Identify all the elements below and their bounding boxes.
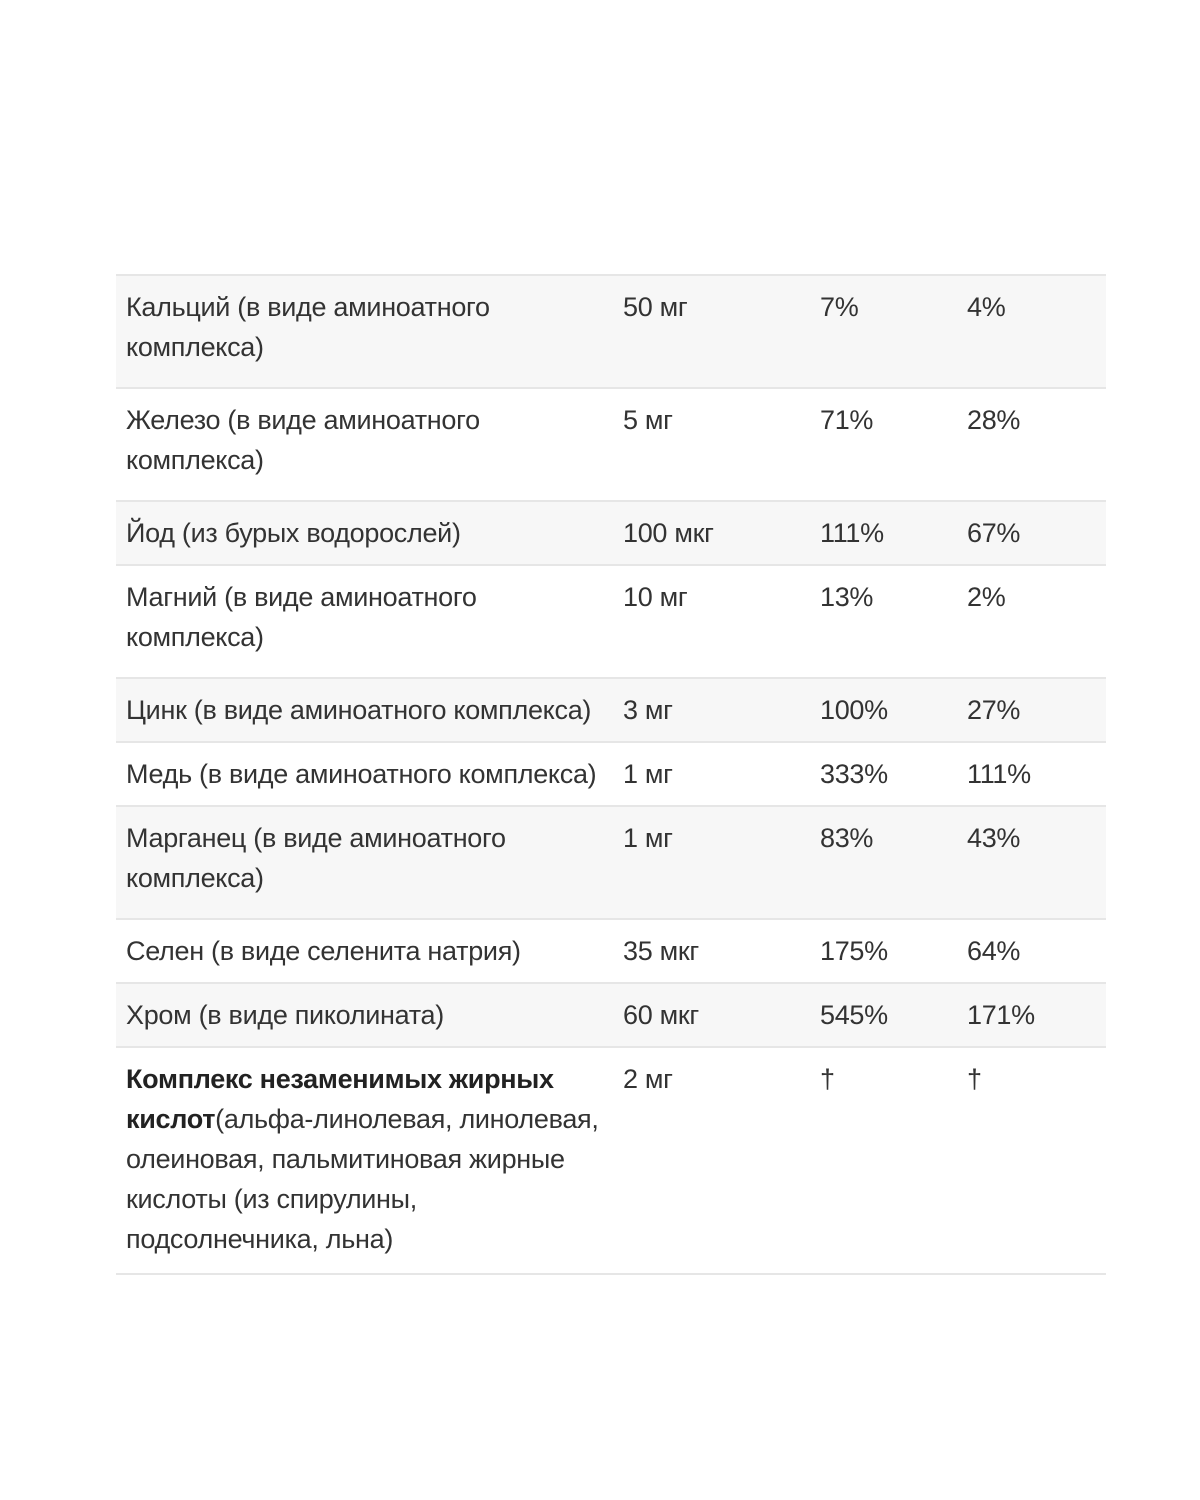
nutrient-amount: 60 мкг [623,1000,699,1030]
nutrient-name: Магний (в виде аминоатного комплекса) [126,582,477,652]
nutrient-percent-2: 28% [967,405,1021,435]
nutrient-name: Железо (в виде аминоатного комплекса) [126,405,480,475]
nutrient-name: Цинк (в виде аминоатного комплекса) [126,695,592,725]
nutrient-amount: 50 мг [623,292,688,322]
nutrient-percent-1: 175% [820,936,888,966]
table-row [116,919,1106,983]
nutrient-amount: 10 мг [623,582,688,612]
nutrient-name: Йод (из бурых водорослей) [126,518,461,548]
nutrient-percent-2: 67% [967,518,1021,548]
nutrient-percent-1: 83% [820,823,874,853]
nutrient-name: Хром (в виде пиколината) [126,1000,444,1030]
nutrient-name: Медь (в виде аминоатного комплекса) [126,759,597,789]
table-row [116,275,1106,388]
nutrient-percent-1: 333% [820,759,888,789]
nutrient-amount: 1 мг [623,823,673,853]
nutrient-amount: 2 мг [623,1064,673,1094]
nutrient-percent-2: 4% [967,292,1006,322]
nutrient-name [116,1047,613,1274]
nutrient-percent-2: 64% [967,936,1021,966]
nutrient-name: Кальций (в виде аминоатного комплекса) [126,292,490,362]
table-row [116,1047,1106,1274]
nutrient-amount: 3 мг [623,695,673,725]
nutrient-percent-2: 43% [967,823,1021,853]
nutrient-percent-2: 171% [967,1000,1035,1030]
table-row [116,565,1106,678]
nutrient-name: Марганец (в виде аминоатного комплекса) [126,823,506,893]
nutrient-percent-1: 71% [820,405,874,435]
nutrient-amount: 35 мкг [623,936,699,966]
nutrient-amount: 5 мг [623,405,673,435]
nutrient-percent-1: † [820,1064,835,1094]
table-row [116,983,1106,1047]
nutrient-table [116,274,1106,1275]
nutrient-percent-1: 13% [820,582,874,612]
nutrient-percent-1: 111% [820,518,884,548]
nutrient-percent-2: 111% [967,759,1031,789]
nutrient-name-detail: (альфа-линолевая, линолевая, олеиновая, пальмитиновая жирные кислоты (из спирулины, подсолнечника, льна) [126,1104,599,1254]
nutrient-percent-2: 2% [967,582,1006,612]
nutrient-name: Селен (в виде селенита натрия) [126,936,521,966]
nutrient-percent-2: † [967,1064,982,1094]
nutrient-amount: 100 мкг [623,518,714,548]
nutrient-percent-1: 7% [820,292,859,322]
nutrient-percent-1: 545% [820,1000,888,1030]
nutrient-percent-1: 100% [820,695,888,725]
nutrient-percent-2: 27% [967,695,1021,725]
table-row [116,806,1106,919]
nutrient-name-bold: Комплекс незаменимых жирных кислот [126,1064,554,1134]
table-row [116,678,1106,742]
nutrient-amount: 1 мг [623,759,673,789]
table-row [116,742,1106,806]
table-row [116,501,1106,565]
table-row [116,388,1106,501]
